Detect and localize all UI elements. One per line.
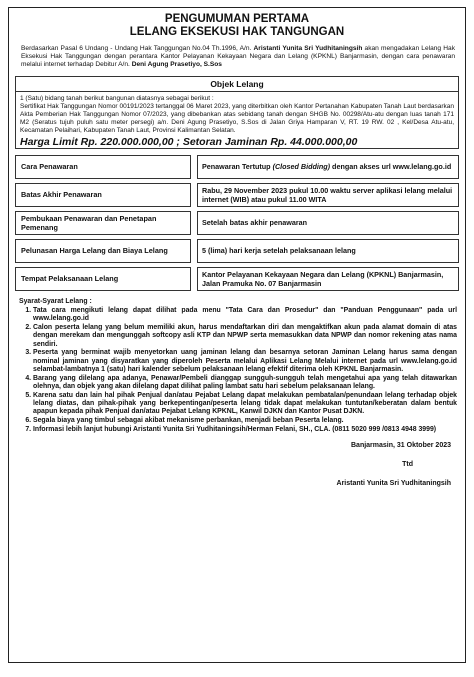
- syarat-item: 2. Calon peserta lelang yang belum memiliki akun, harus mendaftarkan diri dan mengaktifkan akun pada alamat domain di atas dengan merekam dan mengunggah softcopy asli KTP dan NPWP serta memasukkan data NPWP dan nomor rekening atas nama sendiri.: [33, 324, 457, 349]
- intro-text-1: Berdasarkan Pasal 6 Undang - Undang Hak Tanggungan No.04 Th.1996, A/n.: [21, 45, 254, 52]
- syarat-heading: Syarat-Syarat Lelang :: [19, 297, 92, 305]
- info-label: Batas Akhir Penawaran: [15, 183, 191, 207]
- announcement-page: [8, 7, 466, 663]
- objek-line: 1 (Satu) bidang tanah berikut bangunan diatasnya sebagai berikut :: [20, 94, 214, 102]
- objek-lelang-body: [16, 92, 458, 148]
- syarat-item: 5. Karena satu dan lain hal pihak Penjual dan/atau Pejabat Lelang dapat melakukan pembatalan/penundaan lelang terhadap objek lelang diatas, dan pihak-pihak yang berkepentingan/peserta lelang tidak dapat melakukan tuntutan/keberatan dalam bentuk apapun kepada pihak Penjual dan/atau Pejabat Lelang KPKNL, Kanwil DJKN dan Kantor Pusat DJKN.: [33, 392, 457, 417]
- creditor-name: Aristanti Yunita Sri Yudhitaningsih: [253, 45, 363, 52]
- syarat-item: 7. Informasi lebih lanjut hubungi Aristanti Yunita Sri Yudhitaningsih/Herman Felani, SH., CLA. (0811 5020 999 /0813 4948 3999): [33, 426, 457, 434]
- signature-ttd: Ttd: [402, 461, 413, 469]
- info-row-pembukaan: [15, 211, 459, 235]
- info-label: Cara Penawaran: [15, 155, 191, 179]
- objek-line: Sertifikat Hak Tanggungan Nomor 00191/2023 tertanggal 06 Maret 2023, yang diterbitkan oleh Kantor Pertanahan Kabupaten Tanah Laut berdasarkan Akta Pemberian Hak Tanggungan Nomor 07/2023, yang dibebankan atas sebidang tanah dengan SHGB No. 00298/Atu-atu dengan luas tanah 171 M2 (Seratus tujuh puluh satu meter persegi) a/n. Deni Agung Prasetiyo, S.Sos di Jalan Griya Hamparan V, RT. 19 RW. 02 , Kel/Desa Atu-atu, Kecamatan Pelaihari, Kabupaten Tanah Laut, Provinsi Kalimantan Selatan.: [20, 102, 454, 134]
- info-value: 5 (lima) hari kerja setelah pelaksanaan lelang: [197, 239, 459, 263]
- syarat-item: 4. Barang yang dilelang apa adanya, Penawar/Pembeli dianggap sungguh-sungguh telah mengetahui apa yang telah ditawarkan olehnya, dan objek yang akan dilelang dapat dilihat paling lambat satu hari sebelum pelaksanaan lelang.: [33, 375, 457, 392]
- info-row-cara-penawaran: [15, 155, 459, 179]
- info-row-batas-akhir: [15, 183, 459, 207]
- page-title: [9, 13, 465, 39]
- objek-lelang-heading: Objek Lelang: [16, 77, 458, 92]
- title-line-2: LELANG EKSEKUSI HAK TANGUNGAN: [129, 26, 345, 38]
- harga-limit-text: Harga Limit Rp. 220.000.000,00 ; Setoran Jaminan Rp. 44.000.000,00: [20, 135, 358, 148]
- info-value: Kantor Pelayanan Kekayaan Negara dan Lelang (KPKNL) Banjarmasin, Jalan Pramuka No. 07 Banjarmasin: [197, 267, 459, 291]
- info-row-tempat: [15, 267, 459, 291]
- signature-place-date: Banjarmasin, 31 Oktober 2023: [351, 442, 451, 450]
- debtor-name: Deni Agung Prasetiyo, S.Sos: [131, 61, 222, 69]
- info-row-pelunasan: [15, 239, 459, 263]
- title-line-1: PENGUMUMAN PERTAMA: [164, 13, 310, 25]
- info-value: Rabu, 29 November 2023 pukul 10.00 waktu server aplikasi lelang melalui internet (WIB) atau pukul 11.00 WITA: [197, 183, 459, 207]
- info-value: Penawaran Tertutup (Closed Bidding) dengan akses url www.lelang.go.id: [197, 155, 459, 179]
- objek-lelang-box: [15, 76, 459, 149]
- syarat-item: 3. Peserta yang berminat wajib menyetorkan uang jaminan lelang dan besarnya setoran Jaminan Lelang harus sama dengan nominal jaminan yang disyaratkan yang diperoleh Peserta melalui Aplikasi Lelang Melalui internet pada url www.lelang.go.id selambat-lambatnya 1 (satu) hari kalender sebelum pelaksanaan lelang efektif diterima oleh KPKNL Banjarmasin.: [33, 349, 457, 374]
- intro-text-2: akan mengadakan Lelang Hak Eksekusi Hak Tanggungan dengan perantara Kantor Pelayanan Kekayaan Negara dan Lelang (KPKNL) Banjarmasin, dengan cara penawaran melalui internet terhadap Debitur A/n.: [21, 45, 455, 69]
- intro-paragraph: [21, 45, 455, 70]
- signature-name: Aristanti Yunita Sri Yudhitaningsih: [336, 480, 451, 488]
- syarat-section: [19, 298, 457, 435]
- syarat-item: 6. Segala biaya yang timbul sebagai akibat mekanisme perbankan, menjadi beban Peserta lelang.: [33, 417, 457, 425]
- syarat-item: 1. Tata cara mengikuti lelang dapat dilihat pada menu "Tata Cara dan Prosedur" dan "Panduan Penggunaan" pada url www.lelang.go.id: [33, 307, 457, 324]
- info-value: Setelah batas akhir penawaran: [197, 211, 459, 235]
- syarat-list: [19, 307, 457, 434]
- info-label: Pembukaan Penawaran dan Penetapan Pemenang: [15, 211, 191, 235]
- info-label: Pelunasan Harga Lelang dan Biaya Lelang: [15, 239, 191, 263]
- info-label: Tempat Pelaksanaan Lelang: [15, 267, 191, 291]
